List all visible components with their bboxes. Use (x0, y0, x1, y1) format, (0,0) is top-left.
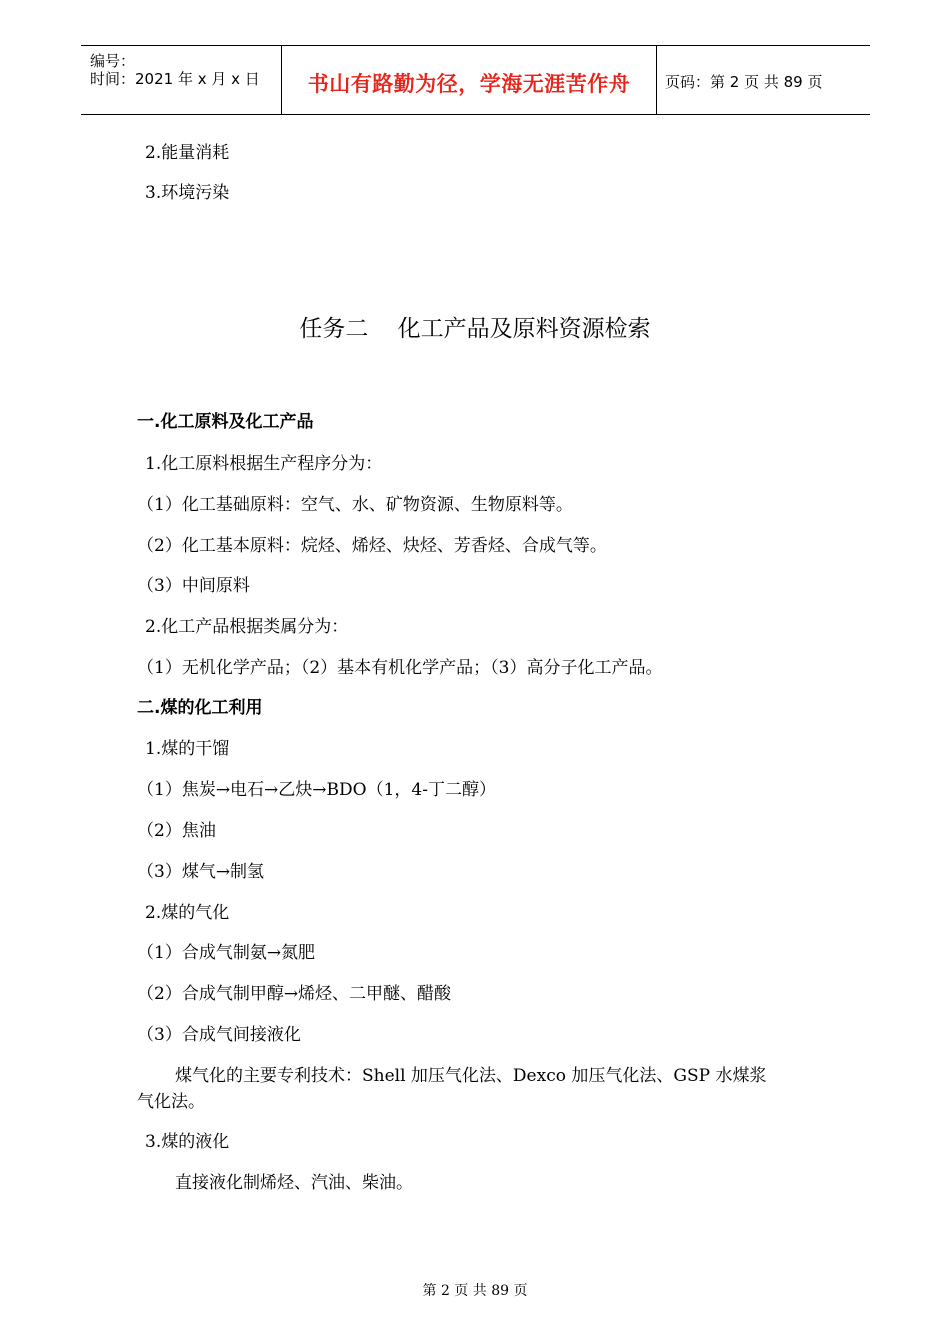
list-item: 1.煤的干馏 (145, 739, 230, 759)
motto: 书山有路勤为径，学海无涯苦作舟 (307, 72, 631, 96)
list-item: （3）煤气→制氢 (137, 862, 265, 882)
section-title: 任务二 化工产品及原料资源检索 (299, 316, 651, 342)
list-item: 2.化工产品根据类属分为： (145, 617, 349, 637)
header-meta-cell (81, 46, 281, 114)
list-item: 2.煤的气化 (145, 903, 230, 923)
header-page-cell (656, 46, 870, 114)
list-item: （1）合成气制氨→氮肥 (137, 943, 316, 963)
list-item: （3）中间原料 (137, 576, 250, 596)
list-item: （1）无机化学产品；（2）基本有机化学产品；（3）高分子化工产品。 (137, 658, 663, 678)
heading-1: 一.化工原料及化工产品 (137, 412, 314, 432)
list-item: 2.能量消耗 (145, 143, 230, 163)
paragraph-line: 气化法。 (137, 1092, 205, 1112)
list-item: 3.煤的液化 (145, 1132, 230, 1152)
paragraph-line: 直接液化制烯烃、汽油、柴油。 (175, 1173, 413, 1193)
page-label: 页码：第 2 页 共 89 页 (665, 73, 823, 91)
header-motto-cell (281, 46, 657, 114)
list-item: （2）焦油 (137, 821, 216, 841)
list-item: （3）合成气间接液化 (137, 1025, 301, 1045)
paragraph-line: 煤气化的主要专利技术：Shell 加压气化法、Dexco 加压气化法、GSP 水煤浆 (175, 1066, 767, 1086)
time-label: 时间：2021 年 x 月 x 日 (90, 70, 260, 88)
list-item: （1）化工基础原料：空气、水、矿物资源、生物原料等。 (137, 495, 573, 515)
heading-2: 二.煤的化工利用 (137, 698, 263, 718)
list-item: （2）化工基本原料：烷烃、烯烃、炔烃、芳香烃、合成气等。 (137, 536, 607, 556)
list-item: （2）合成气制甲醇→烯烃、二甲醚、醋酸 (137, 984, 452, 1004)
list-item: 1.化工原料根据生产程序分为： (145, 454, 383, 474)
list-item: 3.环境污染 (145, 183, 230, 203)
list-item: （1）焦炭→电石→乙炔→BDO（1，4-丁二醇） (137, 780, 496, 800)
page-footer: 第 2 页 共 89 页 (422, 1283, 528, 1299)
number-label: 编号： (90, 52, 136, 70)
header-table (81, 45, 870, 115)
